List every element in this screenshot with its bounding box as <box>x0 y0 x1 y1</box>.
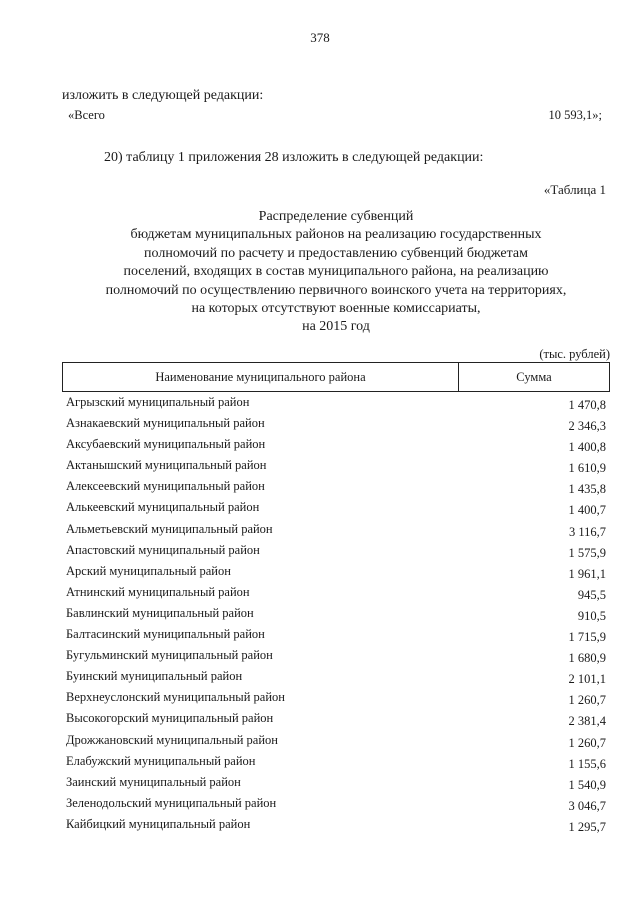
district-name: Агрызский муниципальный район <box>66 395 250 409</box>
district-amount: 1 575,9 <box>568 545 606 560</box>
table-row <box>62 541 610 562</box>
district-name: Дрожжановский муниципальный район <box>66 732 278 747</box>
title-line: полномочий по осуществлению первичного воинского учета на территориях, <box>105 282 567 298</box>
title-line: на которых отсутствуют военные комиссариаты, <box>191 301 481 317</box>
intro-text: изложить в следующей редакции: <box>62 88 264 103</box>
table-row <box>62 709 610 730</box>
district-name: Заинский муниципальный район <box>66 774 241 789</box>
total-value: 10 593,1»; <box>548 108 602 122</box>
district-amount: 1 715,9 <box>568 630 606 645</box>
district-name: Кайбицкий муниципальный район <box>66 816 251 831</box>
district-amount: 1 435,8 <box>568 482 606 497</box>
table-header <box>62 362 610 392</box>
table-row <box>62 604 610 625</box>
total-label: «Всего <box>68 108 105 122</box>
table-row <box>62 773 610 794</box>
table-row <box>62 520 610 541</box>
table-row <box>62 393 610 414</box>
header-name-cell: Наименование муниципального района <box>63 363 459 391</box>
table-caption: «Таблица 1 <box>543 182 606 197</box>
district-name: Атнинский муниципальный район <box>66 584 250 599</box>
table-row <box>62 667 610 688</box>
district-name: Бугульминский муниципальный район <box>66 648 273 663</box>
table-row <box>62 731 610 752</box>
title-line: бюджетам муниципальных районов на реализацию государственных <box>130 227 542 243</box>
table-row <box>62 646 610 667</box>
units-label: (тыс. рублей) <box>539 347 610 361</box>
table-row <box>62 815 610 836</box>
district-name: Аксубаевский муниципальный район <box>66 437 266 452</box>
district-amount: 1 295,7 <box>568 819 606 834</box>
table-row <box>62 752 610 773</box>
table-row <box>62 435 610 456</box>
district-amount: 1 400,8 <box>568 440 606 455</box>
table-row <box>62 477 610 498</box>
title-line: Распределение субвенций <box>258 209 414 224</box>
table-row <box>62 414 610 435</box>
district-name: Высокогорский муниципальный район <box>66 711 274 726</box>
district-amount: 945,5 <box>577 587 606 602</box>
district-amount: 2 346,3 <box>568 419 606 434</box>
district-name: Балтасинский муниципальный район <box>66 627 265 642</box>
table-body <box>62 393 610 836</box>
table-row <box>62 583 610 604</box>
district-name: Алексеевский муниципальный район <box>66 479 265 494</box>
instruction-text: 20) таблицу 1 приложения 28 изложить в следующей редакции: <box>104 150 484 165</box>
district-amount: 3 046,7 <box>568 798 606 813</box>
district-amount: 1 260,7 <box>568 693 606 708</box>
district-amount: 2 101,1 <box>568 672 606 687</box>
district-amount: 1 540,9 <box>568 777 606 792</box>
district-amount: 1 610,9 <box>568 461 606 476</box>
header-sum-cell: Сумма <box>516 369 552 384</box>
document-title <box>90 208 582 337</box>
title-line: на 2015 год <box>302 319 370 335</box>
title-line: полномочий по расчету и предоставлению субвенций бюджетам <box>144 245 528 261</box>
district-amount: 2 381,4 <box>568 714 606 729</box>
district-name: Верхнеуслонский муниципальный район <box>66 690 285 705</box>
table-row <box>62 794 610 815</box>
district-name: Альметьевский муниципальный район <box>66 521 273 536</box>
district-name: Апастовский муниципальный район <box>66 542 260 557</box>
district-amount: 1 155,6 <box>568 756 606 771</box>
district-amount: 1 400,7 <box>568 503 606 518</box>
table-row <box>62 456 610 477</box>
district-name: Алькеевский муниципальный район <box>66 500 260 515</box>
page-number: 378 <box>310 30 330 45</box>
title-line: поселений, входящих в состав муниципального района, на реализацию <box>123 264 549 280</box>
district-name: Елабужский муниципальный район <box>66 753 256 768</box>
district-name: Зеленодольский муниципальный район <box>66 795 277 810</box>
district-amount: 1 680,9 <box>568 651 606 666</box>
district-amount: 1 961,1 <box>568 566 606 581</box>
district-name: Азнакаевский муниципальный район <box>66 416 265 431</box>
district-amount: 3 116,7 <box>568 524 606 539</box>
district-name: Бавлинский муниципальный район <box>66 605 254 620</box>
district-amount: 1 470,8 <box>568 398 606 412</box>
district-name: Арский муниципальный район <box>66 563 231 578</box>
district-name: Буинский муниципальный район <box>66 669 243 684</box>
district-amount: 1 260,7 <box>568 735 606 750</box>
table-row <box>62 498 610 519</box>
table-row <box>62 625 610 646</box>
district-amount: 910,5 <box>577 608 606 623</box>
table-row <box>62 562 610 583</box>
district-name: Актанышский муниципальный район <box>66 458 267 473</box>
table-row <box>62 688 610 709</box>
